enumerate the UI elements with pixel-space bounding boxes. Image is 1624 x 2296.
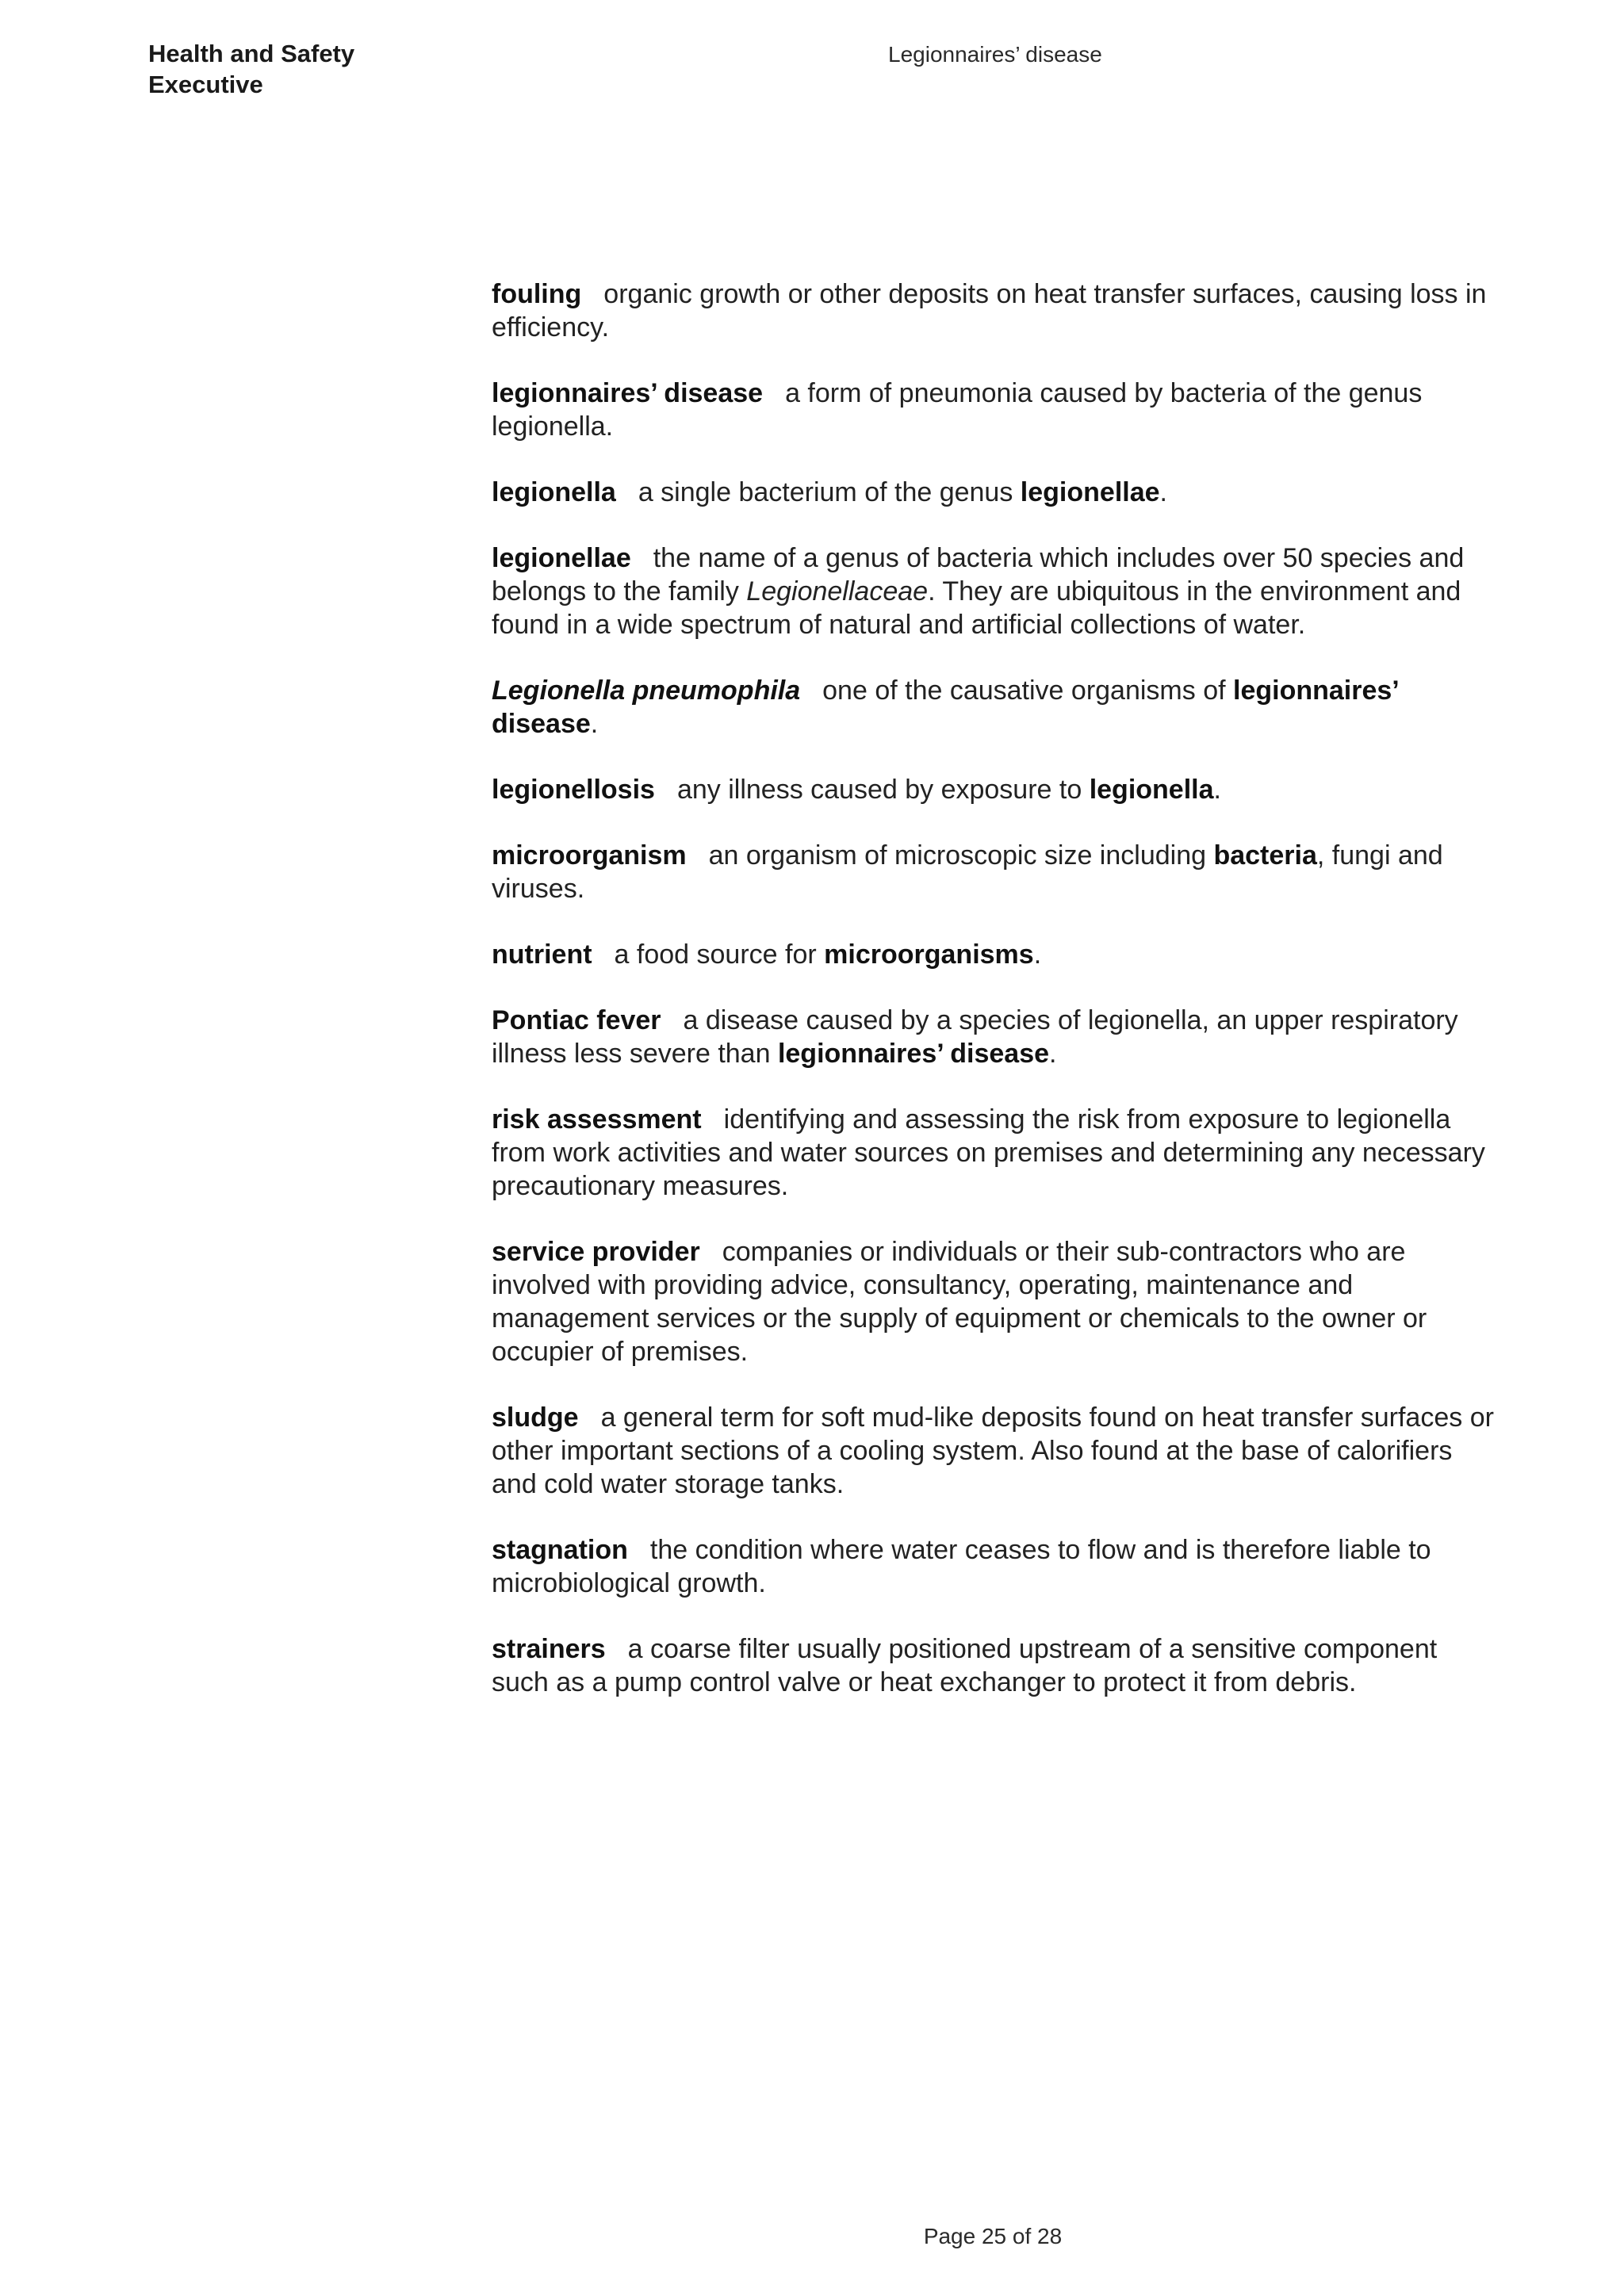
glossary-definition-end: . xyxy=(1159,477,1167,507)
glossary-definition-end: , fungi and viruses. xyxy=(492,840,1443,904)
glossary-definition: a form of pneumonia caused by bacteria of the genus legionella. xyxy=(492,378,1423,442)
glossary-term: legionellae xyxy=(492,543,631,573)
glossary-entry-strainers xyxy=(492,1632,1499,1699)
glossary-definition: organic growth or other deposits on heat transfer surfaces, causing loss in efficiency. xyxy=(492,279,1487,342)
glossary-entry-legionella xyxy=(492,476,1499,509)
glossary-definition: identifying and assessing the risk from exposure to legionella from work activities and water sources on premises and determining any necessary precautionary measures. xyxy=(492,1104,1485,1201)
glossary-term: stagnation xyxy=(492,1535,628,1565)
glossary-definition-end: . xyxy=(1213,775,1221,805)
glossary-definition-end: . xyxy=(1049,1039,1057,1069)
glossary-entry-pontiac-fever xyxy=(492,1004,1499,1070)
glossary-definition-end: . xyxy=(1033,939,1042,970)
glossary-entry-service-provider xyxy=(492,1235,1499,1368)
glossary-entry-sludge xyxy=(492,1401,1499,1501)
glossary-term: service provider xyxy=(492,1237,700,1267)
glossary-term: sludge xyxy=(492,1402,579,1433)
glossary-term: microorganism xyxy=(492,840,687,871)
glossary-list xyxy=(492,277,1499,1732)
org-line-2: Executive xyxy=(148,71,263,98)
glossary-definition: an organism of microscopic size including xyxy=(708,840,1214,871)
family-name: Legionellaceae xyxy=(746,576,929,607)
glossary-definition: a general term for soft mud-like deposits found on heat transfer surfaces or other important sections of a cooling system. Also found at the base of calorifiers and cold water storage tanks. xyxy=(492,1402,1494,1499)
glossary-entry-legionnaires-disease xyxy=(492,377,1499,443)
glossary-definition: any illness caused by exposure to xyxy=(676,775,1090,805)
glossary-definition-end: . They are ubiquitous in the environment and found in a wide spectrum of natural and artificial collections of water. xyxy=(492,576,1461,640)
glossary-term: strainers xyxy=(492,1634,606,1664)
glossary-entry-legionellae xyxy=(492,541,1499,641)
glossary-entry-legionella-pneumophila xyxy=(492,674,1499,740)
glossary-term: legionnaires’ disease xyxy=(492,378,764,408)
glossary-entry-fouling xyxy=(492,277,1499,344)
glossary-definition-end: . xyxy=(590,709,599,739)
glossary-definition: one of the causative organisms of xyxy=(822,675,1233,706)
glossary-term: risk assessment xyxy=(492,1104,702,1135)
glossary-cross-reference: legionnaires’ disease xyxy=(492,675,1398,739)
glossary-definition: a disease caused by a species of legionella, an upper respiratory illness less severe than xyxy=(492,1005,1458,1069)
document-title: Legionnaires’ disease xyxy=(888,42,1102,67)
page-number-label: Page 25 of 28 xyxy=(923,2224,1063,2248)
glossary-definition: a food source for xyxy=(614,939,825,970)
glossary-entry-legionellosis xyxy=(492,773,1499,806)
glossary-definition: companies or individuals or their sub-contractors who are involved with providing advice, consultancy, operating, maintenance and management services or the supply of equipment or chemicals to the owner or occupier of premises. xyxy=(492,1237,1427,1367)
glossary-definition: a single bacterium of the genus xyxy=(638,477,1021,507)
glossary-cross-reference: microorganisms xyxy=(824,939,1034,970)
org-line-1: Health and Safety xyxy=(148,40,355,67)
glossary-definition: the condition where water ceases to flow and is therefore liable to microbiological growth. xyxy=(492,1535,1431,1598)
page-number xyxy=(0,2223,1624,2250)
glossary-term: Pontiac fever xyxy=(492,1005,661,1035)
glossary-term: fouling xyxy=(492,279,582,309)
glossary-term: legionellosis xyxy=(492,775,655,805)
glossary-entry-nutrient xyxy=(492,938,1499,971)
organization-name xyxy=(148,38,354,100)
glossary-term: nutrient xyxy=(492,939,592,970)
glossary-term: legionella xyxy=(492,477,616,507)
glossary-definition: a coarse filter usually positioned upstream of a sensitive component such as a pump control valve or heat exchanger to protect it from debris. xyxy=(492,1634,1438,1697)
glossary-cross-reference: bacteria xyxy=(1213,840,1317,871)
glossary-entry-risk-assessment xyxy=(492,1103,1499,1203)
glossary-entry-microorganism xyxy=(492,839,1499,905)
glossary-cross-reference: legionellae xyxy=(1020,477,1160,507)
glossary-cross-reference: legionella xyxy=(1089,775,1214,805)
glossary-term: Legionella pneumophila xyxy=(492,675,801,706)
glossary-cross-reference: legionnaires’ disease xyxy=(777,1039,1050,1069)
glossary-entry-stagnation xyxy=(492,1533,1499,1600)
glossary-definition: the name of a genus of bacteria which includes over 50 species and belongs to the family xyxy=(492,543,1465,607)
